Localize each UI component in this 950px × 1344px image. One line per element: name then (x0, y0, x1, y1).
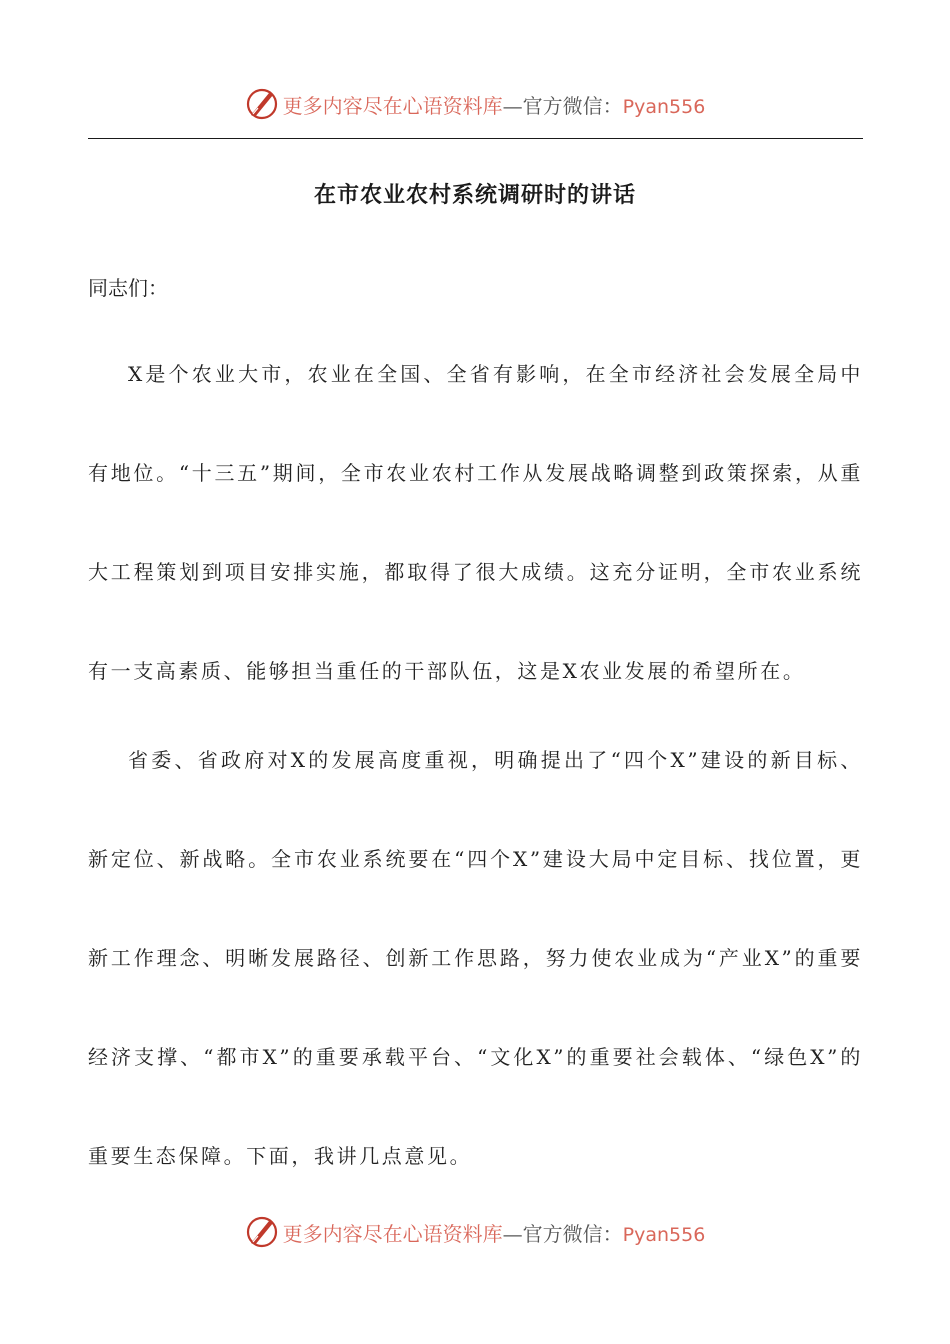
header-site-text: 更多内容尽在心语资料库 (282, 93, 503, 118)
quill-pen-circle-icon (245, 1215, 279, 1249)
salutation: 同志们： (88, 276, 168, 300)
paragraph-1: X是个农业大市，农业在全国、全省有影响，在全市经济社会发展全局中有地位。“十三五”期间，全市农业农村工作从发展战略调整到政策探索，从重大工程策划到项目安排实施，都取得了很大成绩。这充分证明，全市农业系统有一支高素质、能够担当重任的干部队伍，这是X农业发展的希望所在。 (88, 362, 863, 683)
header-divider (88, 138, 863, 139)
header-banner (0, 84, 950, 124)
quill-pen-circle-icon (245, 87, 279, 121)
footer-banner-text (283, 1218, 706, 1247)
header-banner-text (283, 90, 706, 119)
footer-wechat-label: 官方微信： (522, 1221, 623, 1246)
header-separator: — (502, 93, 523, 118)
paragraph-2: 省委、省政府对X的发展高度重视，明确提出了“四个X”建设的新目标、新定位、新战略。全市农业系统要在“四个X”建设大局中定目标、找位置，更新工作理念、明晰发展路径、创新工作思路，努力使农业成为“产业X”的重要经济支撑、“都市X”的重要承载平台、“文化X”的重要社会载体、“绿色X”的重要生态保障。下面，我讲几点意见。 (88, 748, 863, 1168)
footer-site-text: 更多内容尽在心语资料库 (282, 1221, 503, 1246)
header-wechat-label: 官方微信： (522, 93, 623, 118)
footer-banner (0, 1212, 950, 1252)
header-wechat-id: Pyan556 (622, 95, 706, 118)
footer-separator: — (502, 1221, 523, 1246)
footer-wechat-id: Pyan556 (622, 1223, 706, 1246)
document-title: 在市农业农村系统调研时的讲话 (313, 182, 636, 208)
